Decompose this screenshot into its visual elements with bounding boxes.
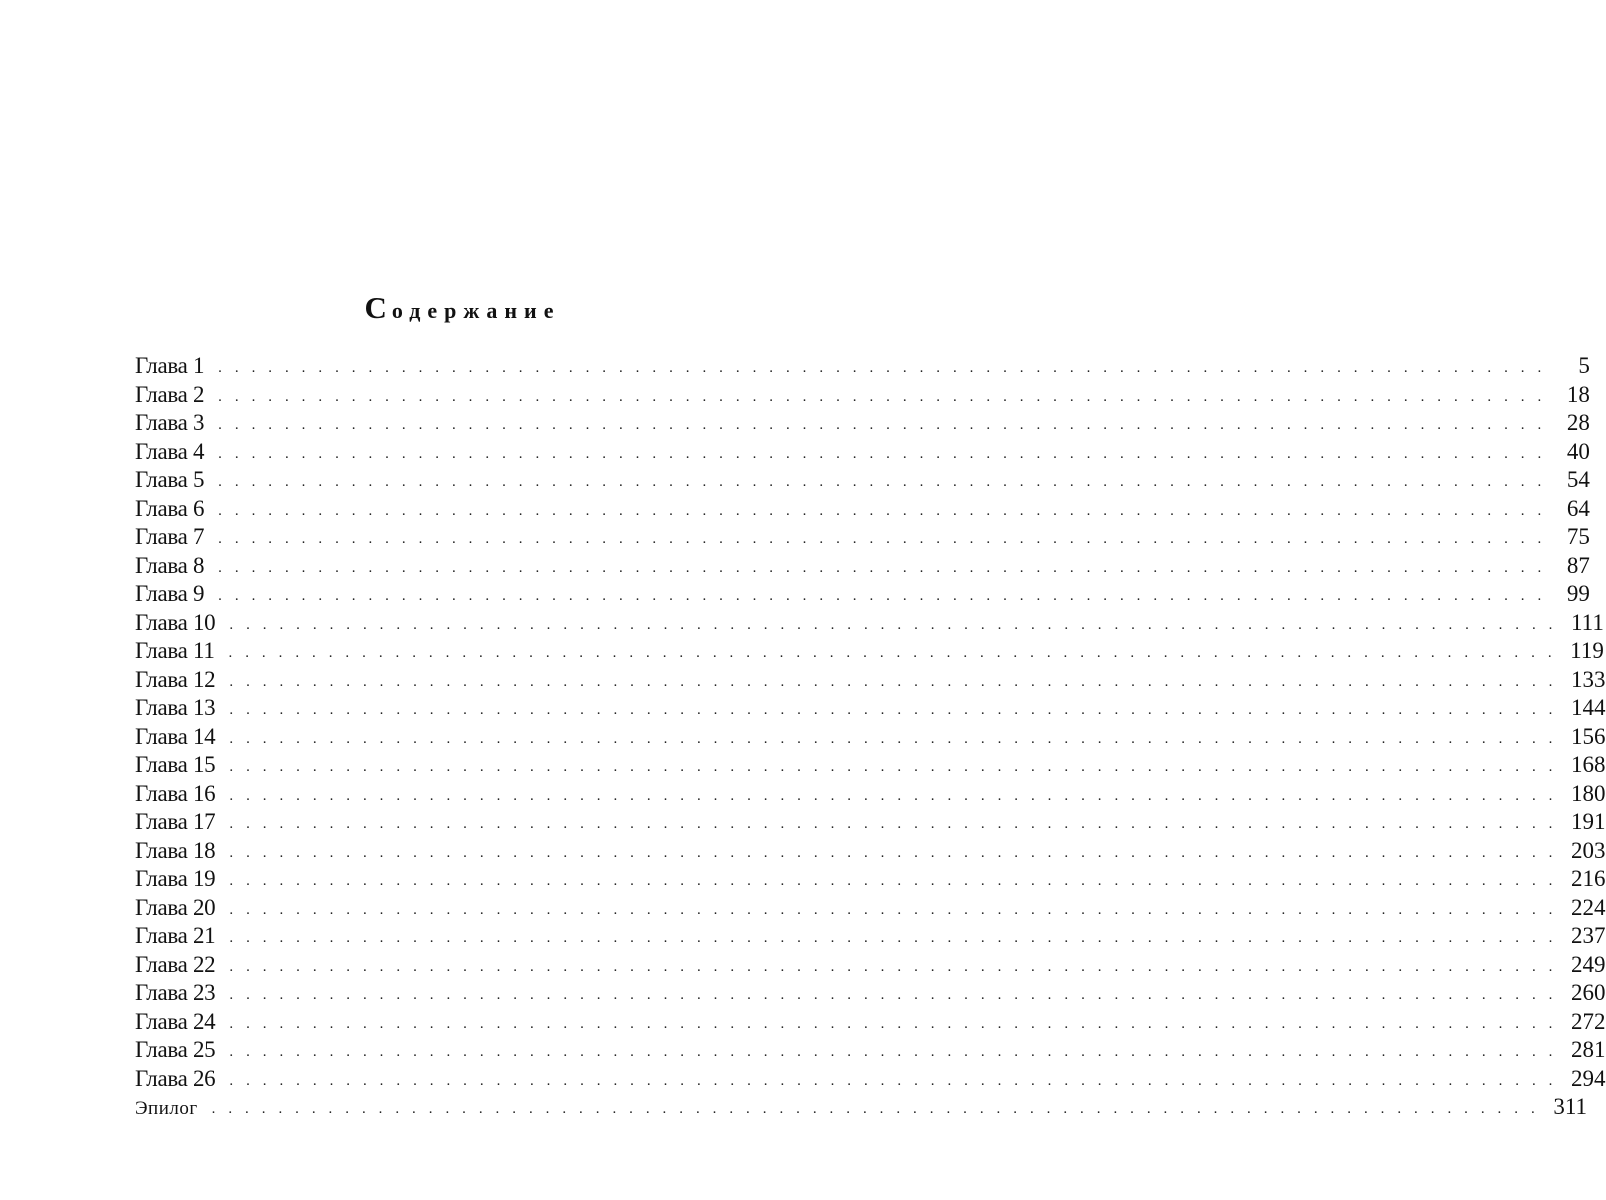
toc-entry-label: Глава 14 <box>135 723 216 749</box>
toc-entry-label: Глава 9 <box>135 581 205 606</box>
toc-entry-label: Глава 23 <box>135 980 216 1005</box>
toc-entry-page-number: 18 <box>1566 381 1590 407</box>
toc-dot-leader: . . . . . . . . . . . . . . . . . . . . . . . . . . . . . . . . . . . . . . . . . . . . . . . . . . . . . . . . . . . . . . . . . . . . . . . . . . . . . . . . <box>229 759 1558 775</box>
toc-entry <box>135 1065 1606 1094</box>
toc-entry-label: Глава 22 <box>135 951 216 977</box>
toc-entry-page-number: 54 <box>1566 467 1590 492</box>
toc-dot-leader: . . . . . . . . . . . . . . . . . . . . . . . . . . . . . . . . . . . . . . . . . . . . . . . . . . . . . . . . . . . . . . . . . . . . . . . . . . . . . . . . <box>229 873 1558 889</box>
toc-entry <box>135 922 1606 951</box>
toc-entry-label: Глава 12 <box>135 666 216 692</box>
toc-entry-label: Глава 10 <box>135 609 216 635</box>
toc-entry-page-number: 294 <box>1571 1065 1606 1091</box>
toc-entry-label: Глава 24 <box>135 1008 216 1034</box>
toc-dot-leader: . . . . . . . . . . . . . . . . . . . . . . . . . . . . . . . . . . . . . . . . . . . . . . . . . . . . . . . . . . . . . . . . . . . . . . . . . . . . . . . . <box>229 730 1558 747</box>
toc-entry <box>135 409 1590 438</box>
toc-entry-label: Глава 13 <box>135 695 216 720</box>
toc-entry-page-number: 180 <box>1571 780 1606 806</box>
toc-entry-page-number: 191 <box>1571 809 1606 834</box>
toc-entry <box>135 951 1606 980</box>
toc-entry-label: Глава 7 <box>135 524 205 549</box>
toc-entry-label: Глава 19 <box>135 866 216 891</box>
toc-entry <box>135 808 1606 837</box>
toc-entry <box>135 1036 1606 1065</box>
toc-entry-page-number: 119 <box>1570 638 1604 663</box>
toc-entry <box>135 466 1590 495</box>
toc-dot-leader: . . . . . . . . . . . . . . . . . . . . . . . . . . . . . . . . . . . . . . . . . . . . . . . . . . . . . . . . . . . . . . . . . . . . . . . . . . . . . . . . <box>218 388 1546 405</box>
toc-entry-label: Глава 21 <box>135 923 216 948</box>
toc-entry-label: Глава 25 <box>135 1037 216 1062</box>
toc-dot-leader: . . . . . . . . . . . . . . . . . . . . . . . . . . . . . . . . . . . . . . . . . . . . . . . . . . . . . . . . . . . . . . . . . . . . . . . . . . . . . . . . <box>229 1044 1558 1060</box>
toc-entry-page-number: 156 <box>1571 723 1606 749</box>
toc-entry <box>135 352 1590 381</box>
toc-entry <box>135 438 1590 467</box>
toc-dot-leader: . . . . . . . . . . . . . . . . . . . . . . . . . . . . . . . . . . . . . . . . . . . . . . . . . . . . . . . . . . . . . . . . . . . . . . . . . . . . . . . . <box>218 588 1546 604</box>
toc-dot-leader: . . . . . . . . . . . . . . . . . . . . . . . . . . . . . . . . . . . . . . . . . . . . . . . . . . . . . . . . . . . . . . . . . . . . . . . . . . . . . . . . <box>218 417 1546 433</box>
toc-entry-page-number: 111 <box>1571 609 1604 635</box>
toc-entry <box>135 1008 1606 1037</box>
toc-entry-label: Глава 18 <box>135 837 216 863</box>
toc-title-initial: С <box>364 290 392 325</box>
toc-entry <box>135 523 1590 552</box>
toc-entry-page-number: 237 <box>1571 923 1606 948</box>
toc-entry <box>135 637 1604 666</box>
toc-entry-label: Глава 20 <box>135 894 216 920</box>
toc-list <box>135 352 1606 1122</box>
toc-dot-leader: . . . . . . . . . . . . . . . . . . . . . . . . . . . . . . . . . . . . . . . . . . . . . . . . . . . . . . . . . . . . . . . . . . . . . . . . . . . . . . . . <box>229 616 1558 633</box>
toc-entry <box>135 751 1606 780</box>
toc-entry <box>135 979 1606 1008</box>
toc-dot-leader: . . . . . . . . . . . . . . . . . . . . . . . . . . . . . . . . . . . . . . . . . . . . . . . . . . . . . . . . . . . . . . . . . . . . . . . . . . . . . . . . <box>218 360 1546 376</box>
toc-entry-page-number: 99 <box>1566 581 1590 606</box>
toc-entry <box>135 609 1604 638</box>
toc-dot-leader: . . . . . . . . . . . . . . . . . . . . . . . . . . . . . . . . . . . . . . . . . . . . . . . . . . . . . . . . . . . . . . . . . . . . . . . . . . . . . . . . <box>218 559 1546 576</box>
toc-entry <box>135 865 1606 894</box>
toc-dot-leader: . . . . . . . . . . . . . . . . . . . . . . . . . . . . . . . . . . . . . . . . . . . . . . . . . . . . . . . . . . . . . . . . . . . . . . . . . . . . . . . . <box>218 445 1546 462</box>
toc-entry-page-number: 144 <box>1571 695 1606 720</box>
toc-entry <box>135 723 1606 752</box>
toc-entry-page-number: 133 <box>1571 666 1606 692</box>
toc-dot-leader: . . . . . . . . . . . . . . . . . . . . . . . . . . . . . . . . . . . . . . . . . . . . . . . . . . . . . . . . . . . . . . . . . . . . . . . . . . . . . . . . <box>218 502 1546 519</box>
toc-entry-page-number: 28 <box>1566 410 1590 435</box>
toc-entry-label: Глава 2 <box>135 381 205 407</box>
toc-entry-page-number: 64 <box>1566 495 1590 521</box>
toc-dot-leader: . . . . . . . . . . . . . . . . . . . . . . . . . . . . . . . . . . . . . . . . . . . . . . . . . . . . . . . . . . . . . . . . . . . . . . . . . . . . . . . . <box>229 1072 1558 1089</box>
toc-dot-leader: . . . . . . . . . . . . . . . . . . . . . . . . . . . . . . . . . . . . . . . . . . . . . . . . . . . . . . . . . . . . . . . . . . . . . . . . . . . . . . . . <box>229 1015 1558 1032</box>
toc-dot-leader: . . . . . . . . . . . . . . . . . . . . . . . . . . . . . . . . . . . . . . . . . . . . . . . . . . . . . . . . . . . . . . . . . . . . . . . . . . . . . . . . <box>229 987 1558 1003</box>
toc-entry <box>135 495 1590 524</box>
toc-entry-label: Глава 4 <box>135 438 205 464</box>
toc-entry-page-number: 260 <box>1571 980 1606 1005</box>
toc-entry-label: Глава 17 <box>135 809 216 834</box>
toc-dot-leader: . . . . . . . . . . . . . . . . . . . . . . . . . . . . . . . . . . . . . . . . . . . . . . . . . . . . . . . . . . . . . . . . . . . . . . . . . . . . . . . . <box>229 702 1558 718</box>
toc-dot-leader: . . . . . . . . . . . . . . . . . . . . . . . . . . . . . . . . . . . . . . . . . . . . . . . . . . . . . . . . . . . . . . . . . . . . . . . . . . . . . . . . <box>218 531 1546 547</box>
toc-entry <box>135 552 1590 581</box>
toc-entry-label: Глава 16 <box>135 780 216 806</box>
toc-entry-page-number: 272 <box>1571 1008 1606 1034</box>
toc-entry-label: Глава 8 <box>135 552 205 578</box>
toc-entry-page-number: 224 <box>1571 894 1606 920</box>
toc-entry <box>135 694 1606 723</box>
toc-dot-leader: . . . . . . . . . . . . . . . . . . . . . . . . . . . . . . . . . . . . . . . . . . . . . . . . . . . . . . . . . . . . . . . . . . . . . . . . . . . . . . . . <box>229 787 1558 804</box>
toc-dot-leader: . . . . . . . . . . . . . . . . . . . . . . . . . . . . . . . . . . . . . . . . . . . . . . . . . . . . . . . . . . . . . . . . . . . . . . . . . . . . . . . . <box>229 958 1558 975</box>
toc-entry-label: Глава 11 <box>135 638 215 663</box>
toc-dot-leader: . . . . . . . . . . . . . . . . . . . . . . . . . . . . . . . . . . . . . . . . . . . . . . . . . . . . . . . . . . . . . . . . . . . . . . . . . . . . . . . . <box>228 645 1557 661</box>
toc-entry-page-number: 87 <box>1566 552 1590 578</box>
toc-entry-label: Глава 1 <box>135 353 205 378</box>
toc-entry-label: Эпилог <box>135 1098 198 1119</box>
toc-entry-page-number: 249 <box>1571 951 1606 977</box>
toc-entry-label: Глава 15 <box>135 752 216 777</box>
toc-entry <box>135 780 1606 809</box>
toc-dot-leader: . . . . . . . . . . . . . . . . . . . . . . . . . . . . . . . . . . . . . . . . . . . . . . . . . . . . . . . . . . . . . . . . . . . . . . . . . . . . . . . . <box>229 816 1558 832</box>
toc-entry <box>135 837 1606 866</box>
toc-entry-label: Глава 5 <box>135 467 205 492</box>
toc-dot-leader: . . . . . . . . . . . . . . . . . . . . . . . . . . . . . . . . . . . . . . . . . . . . . . . . . . . . . . . . . . . . . . . . . . . . . . . . . . . . . . . . <box>211 1101 1540 1117</box>
toc-entry-page-number: 281 <box>1571 1037 1606 1062</box>
toc-entry-page-number: 40 <box>1566 438 1590 464</box>
toc-dot-leader: . . . . . . . . . . . . . . . . . . . . . . . . . . . . . . . . . . . . . . . . . . . . . . . . . . . . . . . . . . . . . . . . . . . . . . . . . . . . . . . . <box>229 673 1558 690</box>
toc-entry-label: Глава 3 <box>135 410 205 435</box>
toc-title-rest: одержание <box>391 298 561 323</box>
toc-entry <box>135 580 1590 609</box>
toc-entry <box>135 381 1590 410</box>
toc-entry-page-number: 216 <box>1571 866 1606 891</box>
toc-title <box>0 290 925 326</box>
toc-entry <box>135 666 1606 695</box>
toc-entry <box>135 894 1606 923</box>
toc-entry-page-number: 75 <box>1566 524 1590 549</box>
toc-entry-page-number: 311 <box>1553 1094 1587 1119</box>
toc-entry-page-number: 5 <box>1578 353 1590 378</box>
toc-dot-leader: . . . . . . . . . . . . . . . . . . . . . . . . . . . . . . . . . . . . . . . . . . . . . . . . . . . . . . . . . . . . . . . . . . . . . . . . . . . . . . . . <box>218 474 1546 490</box>
toc-entry-label: Глава 6 <box>135 495 205 521</box>
toc-entry-page-number: 203 <box>1571 837 1606 863</box>
toc-entry-page-number: 168 <box>1571 752 1606 777</box>
toc-entry <box>135 1093 1587 1122</box>
toc-entry-label: Глава 26 <box>135 1065 216 1091</box>
toc-dot-leader: . . . . . . . . . . . . . . . . . . . . . . . . . . . . . . . . . . . . . . . . . . . . . . . . . . . . . . . . . . . . . . . . . . . . . . . . . . . . . . . . <box>229 901 1558 918</box>
toc-dot-leader: . . . . . . . . . . . . . . . . . . . . . . . . . . . . . . . . . . . . . . . . . . . . . . . . . . . . . . . . . . . . . . . . . . . . . . . . . . . . . . . . <box>229 844 1558 861</box>
toc-dot-leader: . . . . . . . . . . . . . . . . . . . . . . . . . . . . . . . . . . . . . . . . . . . . . . . . . . . . . . . . . . . . . . . . . . . . . . . . . . . . . . . . <box>229 930 1558 946</box>
